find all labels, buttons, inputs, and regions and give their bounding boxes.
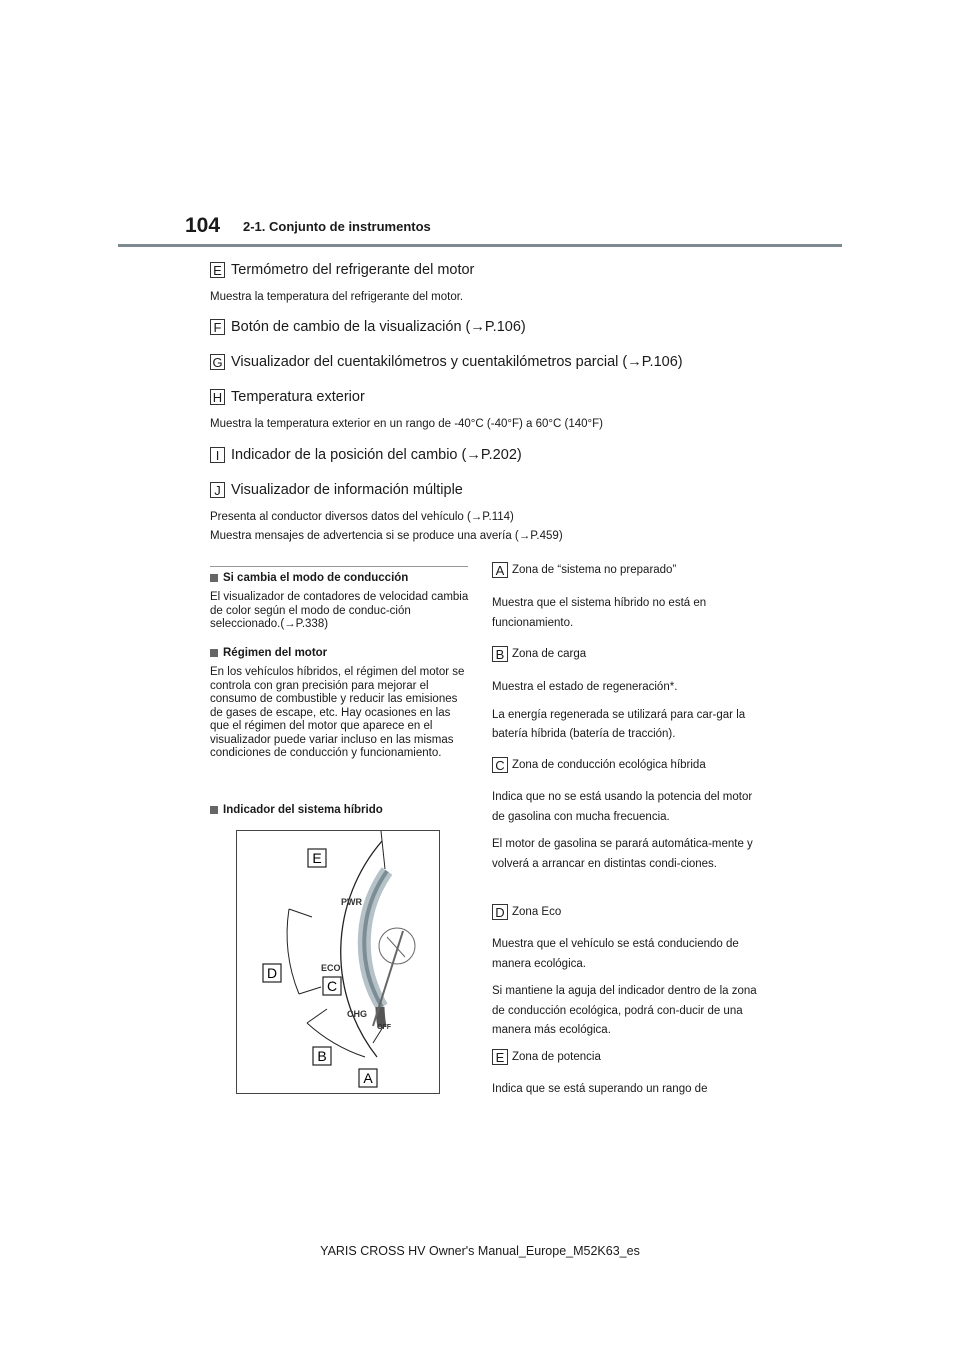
- zone-body: Indica que no se está usando la potencia del motor de gasolina con mucha frecuencia. El motor de gasolina se parará automática-mente y volverá a arrancar en distintas condi-ciones.: [492, 791, 753, 870]
- zone-body: Indica que se está superando un rango de: [492, 1083, 708, 1095]
- zone-heading: B Zona de carga: [492, 646, 586, 662]
- key-label: F: [210, 319, 225, 335]
- callout-a-label: A: [363, 1070, 373, 1086]
- item-title: Temperatura exterior: [231, 389, 365, 405]
- key-label: H: [210, 389, 225, 405]
- item-description: Presenta al conductor diversos datos del vehículo (→P.114): [210, 511, 514, 523]
- item-i: [210, 447, 522, 463]
- item-h: [210, 389, 365, 405]
- zone-body: Muestra el estado de regeneración*. La energía regenerada se utilizará para car-gar la batería híbrida (batería de tracción).: [492, 681, 746, 740]
- hybrid-indicator-figure: [236, 830, 440, 1094]
- item-description: Muestra la temperatura exterior en un rango de -40°C (-40°F) a 60°C (140°F): [210, 418, 603, 430]
- zone-d-arrow: [287, 909, 299, 994]
- key-label: E: [492, 1049, 508, 1065]
- note-body: El visualizador de contadores de velocidad cambia de color según el modo de conduc-ción seleccionado.(→P.338): [210, 591, 469, 630]
- gauge-off-text: OFF: [377, 1024, 391, 1031]
- key-label: B: [492, 646, 508, 662]
- hybrid-gauge-illustration: [237, 831, 439, 1093]
- key-label: I: [210, 447, 225, 463]
- callout-d-label: D: [266, 965, 278, 981]
- item-title: Termómetro del refrigerante del motor: [231, 262, 475, 278]
- key-label: E: [210, 262, 225, 278]
- note-heading: Si cambia el modo de conducción: [210, 572, 408, 584]
- item-e: [210, 262, 474, 278]
- item-description: Muestra mensajes de advertencia si se produce una avería (→P.459): [210, 530, 563, 542]
- key-label: D: [492, 904, 508, 920]
- key-label: J: [210, 482, 225, 498]
- needle-hub: [379, 928, 415, 964]
- callout-c-label: C: [326, 978, 338, 994]
- item-title: Visualizador de información múltiple: [231, 482, 463, 498]
- zone-heading: A Zona de “sistema no preparado”: [492, 562, 676, 578]
- zone-heading: E Zona de potencia: [492, 1049, 601, 1065]
- item-description: Muestra la temperatura del refrigerante del motor.: [210, 291, 464, 303]
- header-rule: [118, 244, 842, 247]
- column-rule: [210, 566, 468, 567]
- gauge-tick: [309, 977, 323, 981]
- key-label: C: [492, 757, 508, 773]
- callout-b-label: B: [317, 1048, 327, 1064]
- section-title: 2-1. Conjunto de instrumentos: [243, 219, 431, 234]
- key-label: A: [492, 562, 508, 578]
- item-title: Visualizador del cuentakilómetros y cuentakilómetros parcial (→P.106): [231, 354, 683, 370]
- item-title: Indicador de la posición del cambio (→P.202): [231, 447, 522, 463]
- gauge-tick: [335, 875, 345, 885]
- note-body: En los vehículos híbridos, el régimen del motor se controla con gran precisión para mejorar el consumo de combustible y reducir las emisiones de gases de escape, etc. Hay ocasiones en las que el régimen del motor que aparece en el visualizador puede variar incluso en las mismas condiciones de conducción y funcionamiento.: [210, 666, 465, 759]
- footer: YARIS CROSS HV Owner's Manual_Europe_M52K63_es: [320, 1244, 640, 1258]
- zone-body: Muestra que el vehículo se está conduciendo de manera ecológica. Si mantiene la aguja del indicador dentro de la zona de conducción ecológica, podrá con-ducir de una manera más ecológica.: [492, 938, 757, 1036]
- zone-body: Muestra que el sistema híbrido no está en funcionamiento.: [492, 597, 707, 629]
- item-f: [210, 319, 526, 335]
- note-heading: Régimen del motor: [210, 647, 327, 659]
- square-bullet-icon: [210, 806, 218, 814]
- zone-heading: D Zona Eco: [492, 904, 561, 920]
- zone-boundary-line: [289, 909, 312, 917]
- square-bullet-icon: [210, 649, 218, 657]
- page-number: 104: [185, 214, 221, 237]
- zone-boundary-line: [299, 987, 321, 994]
- key-label: G: [210, 354, 225, 370]
- zone-heading: C Zona de conducción ecológica híbrida: [492, 757, 706, 773]
- gauge-eco-text: ECO: [321, 963, 341, 973]
- item-g: [210, 354, 683, 370]
- indicator-needle: [373, 931, 403, 1026]
- zone-boundary-line: [307, 1009, 327, 1023]
- note-heading: Indicador del sistema híbrido: [210, 804, 383, 816]
- gauge-chg-text: CHG: [347, 1009, 367, 1019]
- gauge-pwr-text: PWR: [341, 897, 362, 907]
- item-title: Botón de cambio de la visualización (→P.106): [231, 319, 526, 335]
- item-j: [210, 482, 463, 498]
- zone-boundary-line: [381, 831, 385, 869]
- callout-e-label: E: [312, 850, 322, 866]
- square-bullet-icon: [210, 574, 218, 582]
